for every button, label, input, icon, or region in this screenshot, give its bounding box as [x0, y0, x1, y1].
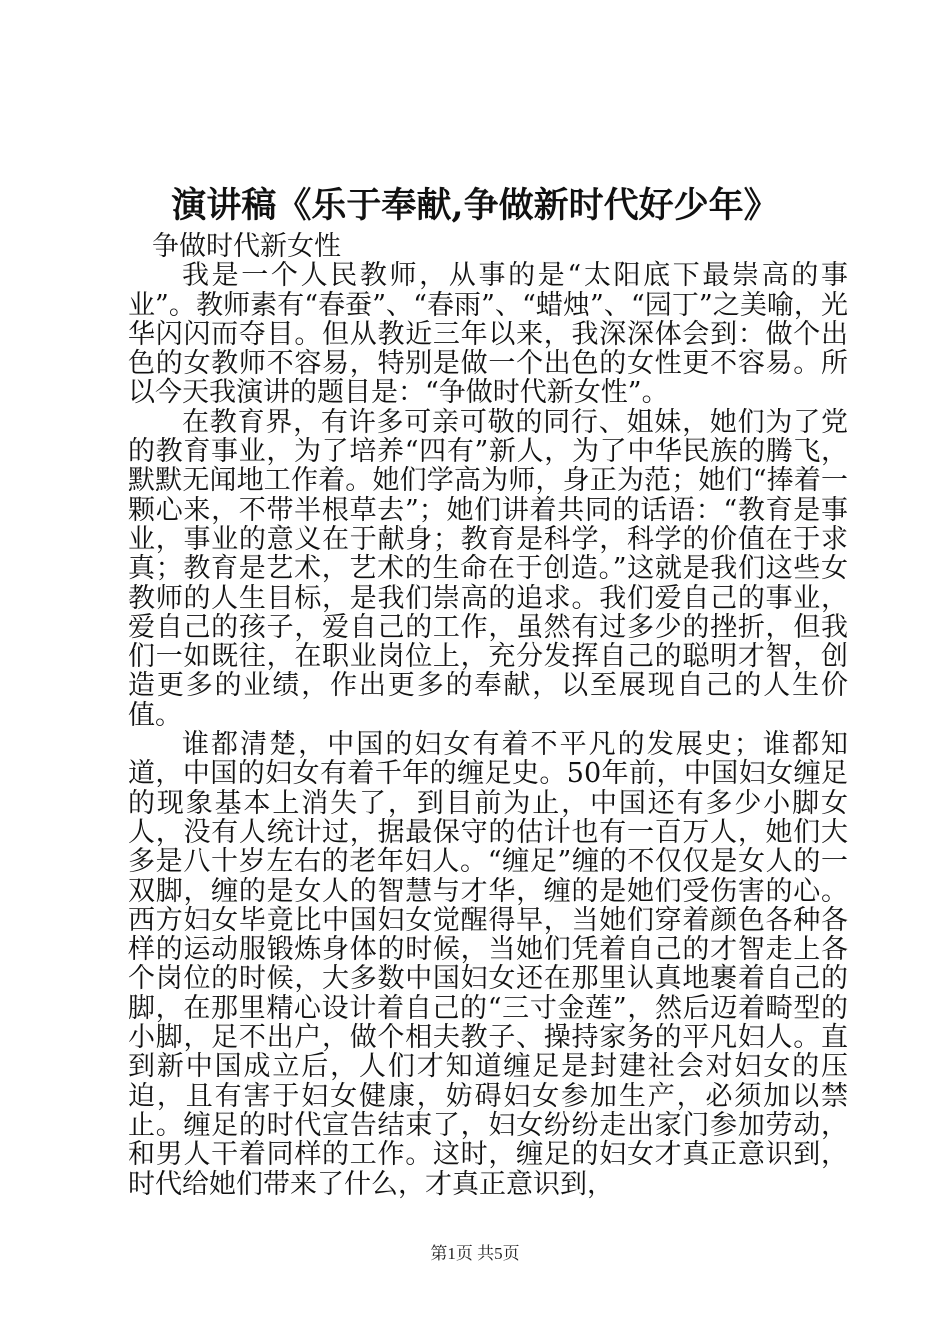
paragraph: 我是一个人民教师，从事的是“太阳底下最崇高的事业”。教师素有“春蚕”、“春雨”、“蜡烛”、“园丁”之美喻，光华闪闪而夺目。但从教近三年以来，我深深体会到：做个出色的女教师不容易，特别是做一个出色的女性更不容易。所以今天我演讲的题目是：“争做时代新女性”。 — [128, 260, 848, 409]
page-number-footer: 第1页 共5页 — [430, 1244, 520, 1263]
paragraph: 在教育界，有许多可亲可敬的同行、姐妹，她们为了党的教育事业，为了培养“四有”新人，为了中华民族的腾飞，默默无闻地工作着。她们学高为师，身正为范；她们“捧着一颗心来，不带半根草去”；她们讲着共同的话语：“教育是事业，事业的意义在于献身；教育是科学，科学的价值在于求真；教育是艺术，艺术的生命在于创造。”这就是我们这些女教师的人生目标，是我们崇高的追求。我们爱自己的事业，爱自己的孩子，爱自己的工作，虽然有过多少的挫折，但我们一如既往，在职业岗位上，充分发挥自己的聪明才智，创造更多的业绩，作出更多的奉献，以至展现自己的人生价值。 — [128, 406, 848, 731]
paragraph: 谁都清楚，中国的妇女有着不平凡的发展史；谁都知道，中国的妇女有着千年的缠足史。50年前，中国妇女缠足的现象基本上消失了，到目前为止，中国还有多少小脚女人，没有人统计过，据最保守的估计也有一百万人，她们大多是八十岁左右的老年妇人。“缠足”缠的不仅仅是女人的一双脚，缠的是女人的智慧与才华，缠的是她们受伤害的心。西方妇女毕竟比中国妇女觉醒得早，当她们穿着颜色各种各样的运动服锻炼身体的时候，当她们凭着自己的才智走上各个岗位的时候，大多数中国妇女还在那里认真地裹着自己的脚，在那里精心设计着自己的“三寸金莲”，然后迈着畸型的小脚，足不出户，做个相夫教子、操持家务的平凡妇人。直到新中国成立后，人们才知道缠足是封建社会对妇女的压迫，且有害于妇女健康，妨碍妇女参加生产，必须加以禁止。缠足的时代宣告结束了，妇女纷纷走出家门参加劳动，和男人干着同样的工作。这时，缠足的妇女才真正意识到，时代给她们带来了什么，才真正意识到， — [128, 729, 848, 1200]
document-body — [128, 232, 848, 1199]
document-subtitle: 争做时代新女性 — [152, 231, 341, 262]
document-title: 演讲稿《乐于奉献,争做新时代好少年》 — [171, 185, 779, 226]
